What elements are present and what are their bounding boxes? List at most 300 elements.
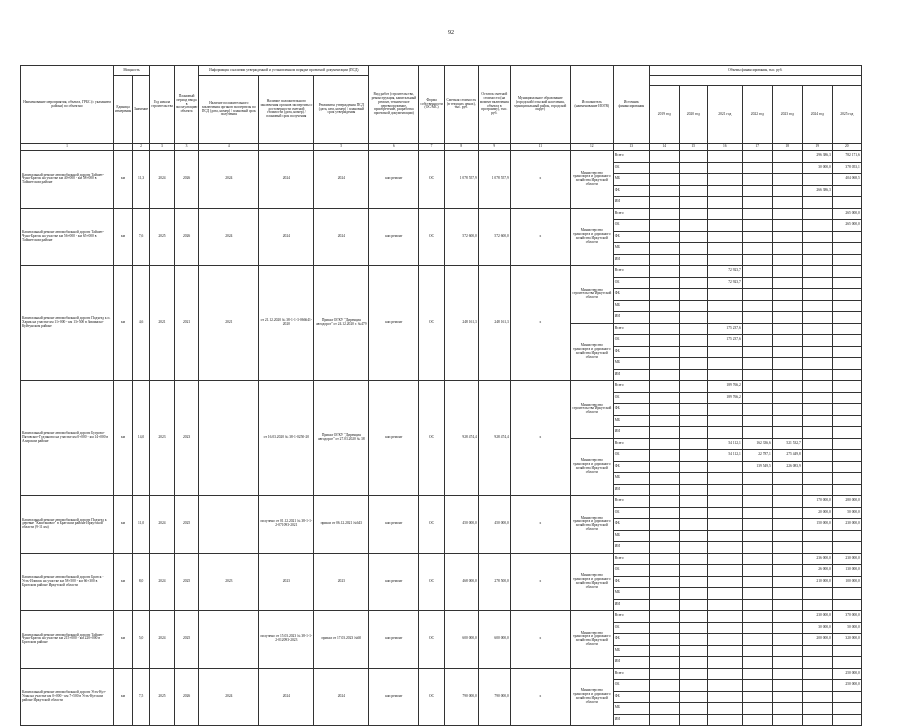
amount-cell [679, 507, 707, 519]
executor-cell: Министерство транспорта и дорожного хозяйства Иркутской области [570, 496, 613, 554]
amount-cell [679, 323, 707, 335]
amount-cell [679, 542, 707, 554]
amount-cell [802, 254, 832, 266]
amount-cell [707, 289, 742, 301]
object-approval: Приказ ОГКУ "Дирекция автодорог" от 24.12.2020 г. №479 [314, 266, 369, 381]
source-cell: Всего [613, 611, 649, 623]
amount-cell [649, 438, 679, 450]
amount-cell [772, 599, 802, 611]
object-ownership: ОС [419, 151, 444, 209]
amount-cell [772, 404, 802, 416]
amount-cell [832, 657, 861, 669]
object-reliability: от 21.12.2020 № 38-1-1-3-066641-2020 [259, 266, 314, 381]
object-start-year: 2024 [150, 553, 175, 611]
amount-cell: 189 766,2 [707, 381, 742, 393]
amount-cell [802, 312, 832, 324]
amount-cell: 320 000,0 [832, 634, 861, 646]
amount-cell [707, 254, 742, 266]
amount-cell [832, 438, 861, 450]
amount-cell: 200 000,0 [802, 634, 832, 646]
header-year: 2020 год [679, 86, 707, 144]
amount-cell [679, 254, 707, 266]
amount-cell [772, 588, 802, 600]
amount-cell: 210 000,0 [802, 576, 832, 588]
amount-cell [802, 289, 832, 301]
object-work-type: кап ремонт [369, 208, 419, 266]
header-ownership: Форма собственности (ОС/МС) [419, 66, 444, 144]
table-row [21, 208, 862, 220]
amount-cell [649, 254, 679, 266]
amount-cell [832, 450, 861, 462]
amount-cell [772, 611, 802, 623]
source-cell: ИИ [613, 714, 649, 726]
amount-cell [679, 162, 707, 174]
amount-cell [649, 220, 679, 232]
amount-cell [707, 404, 742, 416]
amount-cell: 150 000,0 [802, 519, 832, 531]
amount-cell [707, 622, 742, 634]
amount-cell [707, 473, 742, 485]
source-cell: ИИ [613, 369, 649, 381]
amount-cell: 782 171,6 [832, 151, 861, 163]
amount-cell [742, 289, 772, 301]
amount-cell [707, 668, 742, 680]
source-cell: Всего [613, 208, 649, 220]
amount-cell [742, 645, 772, 657]
amount-cell [679, 496, 707, 508]
amount-cell [742, 691, 772, 703]
amount-cell [649, 542, 679, 554]
amount-cell [742, 220, 772, 232]
amount-cell [832, 300, 861, 312]
amount-cell [707, 657, 742, 669]
amount-cell [742, 415, 772, 427]
object-end-year: 2025 [174, 611, 199, 669]
header-year: 2022 год [742, 86, 772, 144]
amount-cell [742, 392, 772, 404]
amount-cell [772, 174, 802, 186]
amount-cell: 370 000,0 [832, 611, 861, 623]
amount-cell [802, 588, 832, 600]
amount-cell [679, 622, 707, 634]
header-year: 2023 год [772, 86, 802, 144]
source-cell: МБ [613, 645, 649, 657]
object-unit: км [114, 553, 133, 611]
amount-cell [772, 507, 802, 519]
amount-cell [802, 392, 832, 404]
amount-cell [742, 358, 772, 370]
amount-cell [679, 404, 707, 416]
amount-cell [679, 369, 707, 381]
source-cell: ОБ [613, 565, 649, 577]
amount-cell [679, 657, 707, 669]
amount-cell [772, 185, 802, 197]
object-start-year: 2021 [150, 266, 175, 381]
source-cell: ОБ [613, 335, 649, 347]
column-number: 14 [649, 144, 679, 151]
object-municipality: х [510, 151, 570, 209]
object-start-year: 2023 [150, 381, 175, 496]
amount-cell: 230 000,0 [832, 553, 861, 565]
amount-cell [679, 714, 707, 726]
header-remaining: Остаток сметной стоимости (на момент включения объекта в программу), тыс. руб. [478, 66, 510, 144]
object-end-year: 2023 [174, 381, 199, 496]
amount-cell [742, 599, 772, 611]
source-cell: ОБ [613, 220, 649, 232]
object-estimate: 928 474,4 [444, 381, 478, 496]
amount-cell: 54 112,1 [707, 450, 742, 462]
amount-cell [832, 197, 861, 209]
amount-cell [649, 312, 679, 324]
amount-cell [802, 427, 832, 439]
amount-cell [832, 691, 861, 703]
amount-cell [679, 208, 707, 220]
amount-cell [772, 496, 802, 508]
amount-cell [772, 277, 802, 289]
object-unit: км [114, 668, 133, 726]
amount-cell [679, 300, 707, 312]
amount-cell [742, 346, 772, 358]
amount-cell [649, 611, 679, 623]
amount-cell [649, 645, 679, 657]
amount-cell [772, 335, 802, 347]
amount-cell: 175 237,6 [707, 335, 742, 347]
amount-cell [707, 243, 742, 255]
object-unit: км [114, 611, 133, 669]
amount-cell [649, 323, 679, 335]
source-cell: Всего [613, 381, 649, 393]
amount-cell: 130 000,0 [832, 565, 861, 577]
object-value: 5,0 [133, 611, 150, 669]
amount-cell [802, 266, 832, 278]
amount-cell [832, 484, 861, 496]
source-cell: ИИ [613, 427, 649, 439]
amount-cell [772, 415, 802, 427]
source-cell: МБ [613, 415, 649, 427]
amount-cell [649, 335, 679, 347]
object-ownership: ОС [419, 381, 444, 496]
amount-cell [679, 461, 707, 473]
source-cell: ОБ [613, 622, 649, 634]
amount-cell [707, 576, 742, 588]
object-ownership: ОС [419, 668, 444, 726]
object-reliability: 2024 [259, 151, 314, 209]
amount-cell [832, 323, 861, 335]
executor-cell: Министерство строительства Иркутской области [570, 266, 613, 324]
amount-cell [707, 611, 742, 623]
amount-cell [679, 289, 707, 301]
object-unit: км [114, 151, 133, 209]
amount-cell: 50 000,0 [832, 507, 861, 519]
object-estimate: 600 000,0 [444, 611, 478, 669]
executor-cell: Министерство транспорта и дорожного хозяйства Иркутской области [570, 438, 613, 496]
header-municipality: Муниципальное образование (городской/сельский населения, муниципальный район, городской округ) [510, 66, 570, 144]
amount-cell [742, 254, 772, 266]
amount-cell [772, 381, 802, 393]
source-cell: ФБ [613, 461, 649, 473]
object-unit: км [114, 208, 133, 266]
object-municipality: х [510, 266, 570, 381]
object-municipality: х [510, 668, 570, 726]
object-name: Капитальный ремонт автомобильной дороги Бугрово-Пятовское-Гудзаново на участке км 0+000 - км 14+000 в Аларском районе [21, 381, 114, 496]
amount-cell [679, 703, 707, 715]
amount-cell [649, 392, 679, 404]
amount-cell [707, 151, 742, 163]
amount-cell [802, 657, 832, 669]
source-cell: ФБ [613, 289, 649, 301]
source-cell: ИИ [613, 312, 649, 324]
source-cell: МБ [613, 703, 649, 715]
table-row [21, 266, 862, 278]
source-cell: ФБ [613, 346, 649, 358]
object-end-year: 2025 [174, 553, 199, 611]
amount-cell [707, 220, 742, 232]
object-positive-conclusion [199, 381, 259, 496]
amount-cell [802, 461, 832, 473]
amount-cell [649, 622, 679, 634]
amount-cell [802, 231, 832, 243]
amount-cell [742, 576, 772, 588]
amount-cell [707, 588, 742, 600]
amount-cell [707, 542, 742, 554]
header-design-info: Информация о наличии утвержденной и установленном порядке проектной документации (ПСД) [199, 66, 369, 76]
amount-cell [802, 174, 832, 186]
amount-cell [832, 358, 861, 370]
amount-cell [742, 335, 772, 347]
amount-cell [679, 484, 707, 496]
amount-cell [679, 576, 707, 588]
amount-cell [649, 657, 679, 669]
object-municipality: х [510, 611, 570, 669]
header-reliability: Наличие положительного заключения органов экспертизы о достоверности сметной стоимости (дата, номер) / плановый срок получения [259, 76, 314, 144]
amount-cell [707, 427, 742, 439]
amount-cell: 404 068,5 [832, 174, 861, 186]
amount-cell [742, 300, 772, 312]
source-cell: ОБ [613, 680, 649, 692]
amount-cell [707, 519, 742, 531]
amount-cell [707, 208, 742, 220]
amount-cell: 521 532,7 [772, 438, 802, 450]
object-end-year: 2021 [174, 266, 199, 381]
object-approval: 2024 [314, 151, 369, 209]
source-cell: ОБ [613, 392, 649, 404]
amount-cell [649, 427, 679, 439]
source-cell: Всего [613, 323, 649, 335]
amount-cell [802, 323, 832, 335]
amount-cell [707, 530, 742, 542]
amount-cell [772, 254, 802, 266]
amount-cell [802, 369, 832, 381]
object-value: 14,0 [133, 381, 150, 496]
amount-cell [707, 174, 742, 186]
header-name: Наименование мероприятия, объекта, ГРБС (с указанием района) по объектно [21, 66, 114, 144]
amount-cell [772, 151, 802, 163]
amount-cell: 230 000,0 [832, 519, 861, 531]
amount-cell [742, 185, 772, 197]
amount-cell [679, 174, 707, 186]
amount-cell [679, 392, 707, 404]
amount-cell [742, 151, 772, 163]
header-work-type: Вид работ (строительство, реконструкция, капитальный ремонт, техническое перевооружение, приобретение, разработка проектной документации) [369, 66, 419, 144]
header-start-year: Год начала строительства [150, 66, 175, 144]
source-cell: Всего [613, 151, 649, 163]
amount-cell [649, 553, 679, 565]
amount-cell [679, 415, 707, 427]
amount-cell [742, 565, 772, 577]
amount-cell [802, 703, 832, 715]
amount-cell [832, 461, 861, 473]
amount-cell [649, 576, 679, 588]
amount-cell [707, 691, 742, 703]
source-cell: ФБ [613, 576, 649, 588]
amount-cell [649, 680, 679, 692]
object-remaining: 248 161,3 [478, 266, 510, 381]
amount-cell [679, 668, 707, 680]
amount-cell [649, 300, 679, 312]
amount-cell [649, 381, 679, 393]
amount-cell [649, 358, 679, 370]
amount-cell [707, 197, 742, 209]
amount-cell [832, 599, 861, 611]
amount-cell [707, 358, 742, 370]
amount-cell [772, 346, 802, 358]
object-estimate: 468 000,0 [444, 553, 478, 611]
amount-cell [649, 484, 679, 496]
amount-cell [832, 427, 861, 439]
amount-cell [649, 404, 679, 416]
header-volume: Объемы финансирования, тыс. руб. [649, 66, 861, 76]
table-row [21, 496, 862, 508]
amount-cell [742, 680, 772, 692]
amount-cell [742, 174, 772, 186]
amount-cell [679, 645, 707, 657]
amount-cell [802, 450, 832, 462]
amount-cell [742, 197, 772, 209]
object-end-year: 2026 [174, 151, 199, 209]
amount-cell [772, 668, 802, 680]
amount-cell [802, 714, 832, 726]
amount-cell [772, 300, 802, 312]
amount-cell [772, 208, 802, 220]
amount-cell [742, 634, 772, 646]
amount-cell [679, 438, 707, 450]
table-row [21, 611, 862, 623]
header-executor: Исполнитель (наименование ИОГВ) [570, 66, 613, 144]
object-reliability: от 16.03.2020 № 38-1-0250-20 [259, 381, 314, 496]
amount-cell [802, 358, 832, 370]
header-year: 2019 год [649, 86, 679, 144]
amount-cell [649, 346, 679, 358]
source-cell: ИИ [613, 657, 649, 669]
amount-cell [832, 530, 861, 542]
object-start-year: 2024 [150, 611, 175, 669]
amount-cell [772, 369, 802, 381]
column-number: 17 [742, 144, 772, 151]
amount-cell [707, 634, 742, 646]
source-cell: ОБ [613, 277, 649, 289]
amount-cell [742, 542, 772, 554]
column-number [114, 144, 133, 151]
table-row [21, 553, 862, 565]
amount-cell [802, 484, 832, 496]
amount-cell [649, 703, 679, 715]
amount-cell [802, 438, 832, 450]
amount-cell [679, 381, 707, 393]
amount-cell [802, 645, 832, 657]
amount-cell [742, 381, 772, 393]
column-number: 9 [478, 144, 510, 151]
amount-cell [679, 680, 707, 692]
amount-cell [742, 427, 772, 439]
object-remaining: 928 474,4 [478, 381, 510, 496]
amount-cell [707, 703, 742, 715]
object-ownership: ОС [419, 553, 444, 611]
amount-cell [679, 197, 707, 209]
executor-cell: Министерство транспорта и дорожного хозяйства Иркутской области [570, 323, 613, 381]
source-cell: Всего [613, 553, 649, 565]
object-unit: км [114, 496, 133, 554]
amount-cell [802, 197, 832, 209]
amount-cell: 26 000,0 [802, 565, 832, 577]
table-row [21, 668, 862, 680]
amount-cell [742, 162, 772, 174]
amount-cell [679, 691, 707, 703]
column-number: 11 [510, 144, 570, 151]
object-remaining: 278 500,0 [478, 553, 510, 611]
amount-cell [649, 415, 679, 427]
header-year: 2025 год [832, 86, 861, 144]
object-name: Капитальный ремонт автомобильной дороги Подъезд к деревне "Каштаковое" в Братском районе Иркутской области (9-11 км) [21, 496, 114, 554]
amount-cell: 100 000,0 [832, 576, 861, 588]
amount-cell [772, 542, 802, 554]
amount-cell [772, 323, 802, 335]
amount-cell [649, 507, 679, 519]
amount-cell [707, 553, 742, 565]
amount-cell [707, 231, 742, 243]
amount-cell [742, 266, 772, 278]
amount-cell [679, 243, 707, 255]
object-approval: Приказ ОГКУ "Дирекция автодорог" от 27.03.2020 № 38 [314, 381, 369, 496]
source-cell: Всего [613, 438, 649, 450]
header-planned-year: Плановый период ввода в эксплуатацию объекта [174, 66, 199, 144]
object-end-year: 2026 [174, 668, 199, 726]
financing-table [20, 65, 862, 726]
amount-cell [832, 404, 861, 416]
object-municipality: х [510, 208, 570, 266]
object-name: Капитальный ремонт автомобильной дороги Братск - Усть-Илимск на участке км 58+500 - км 66+300 в Братском районе Иркутской области [21, 553, 114, 611]
amount-cell [832, 277, 861, 289]
header-volume-spacer [649, 76, 861, 86]
amount-cell [772, 427, 802, 439]
amount-cell [679, 346, 707, 358]
amount-cell [832, 714, 861, 726]
amount-cell [832, 381, 861, 393]
column-number: 1 [21, 144, 114, 151]
amount-cell: 170 000,0 [802, 496, 832, 508]
amount-cell [679, 312, 707, 324]
amount-cell [802, 668, 832, 680]
amount-cell: 226 083,9 [772, 461, 802, 473]
source-cell: МБ [613, 473, 649, 485]
amount-cell [742, 530, 772, 542]
source-cell: ОБ [613, 450, 649, 462]
amount-cell [742, 231, 772, 243]
object-approval: приказ от 06.12.2021 №643 [314, 496, 369, 554]
object-value: 4,6 [133, 266, 150, 381]
object-start-year: 2024 [150, 151, 175, 209]
amount-cell [679, 599, 707, 611]
object-estimate: 1 078 557,9 [444, 151, 478, 209]
